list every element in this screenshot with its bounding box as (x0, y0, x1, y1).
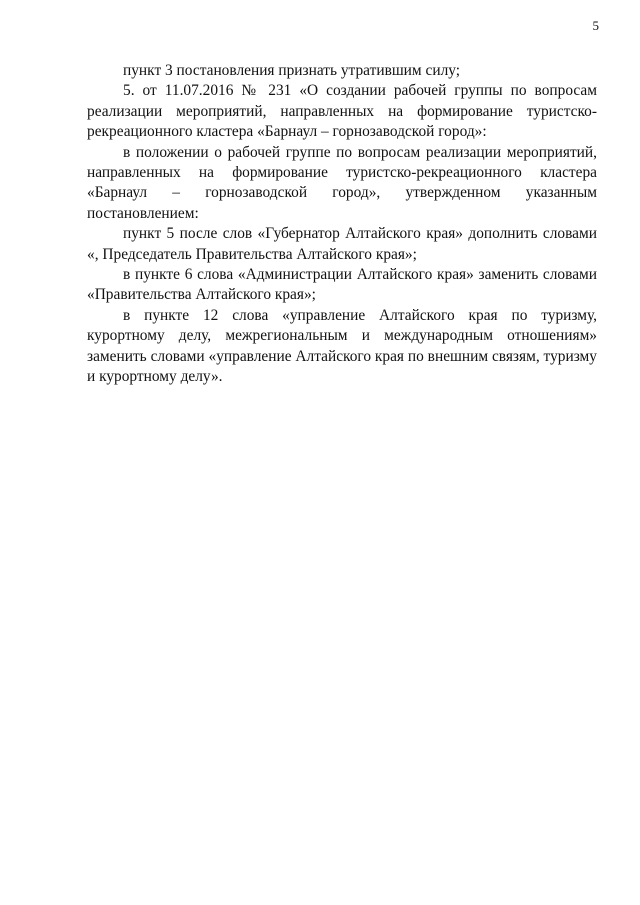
paragraph-item-12-amendment: в пункте 12 слова «управление Алтайского края по туризму, курортному делу, межрегиональным и международным отношениям» заменить словами «управление Алтайского края по внешним связям, туризму и курортному делу». (87, 306, 597, 386)
document-body (87, 61, 597, 388)
paragraph-resolution-231: 5. от 11.07.2016 № 231 «О создании рабочей группы по вопросам реализации мероприятий, направленных на формирование туристско-рекреационного кластера «Барнаул – горнозаводской город»: (87, 82, 597, 141)
paragraph-item-6-amendment: в пункте 6 слова «Администрации Алтайского края» заменить словами «Правительства Алтайского края»; (87, 266, 597, 304)
paragraph-working-group-regulation: в положении о рабочей группе по вопросам реализации мероприятий, направленных на формирование туристско-рекреационного кластера «Барнаул – горнозаводской город», утвержденном указанным постановлением: (87, 143, 597, 222)
paragraph-item-5-amendment: пункт 5 после слов «Губернатор Алтайского края» дополнить словами «, Председатель Правительства Алтайского края»; (87, 225, 597, 263)
page-number: 5 (592, 18, 599, 33)
paragraph-item-3-repeal: пункт 3 постановления признать утратившим силу; (123, 62, 461, 79)
